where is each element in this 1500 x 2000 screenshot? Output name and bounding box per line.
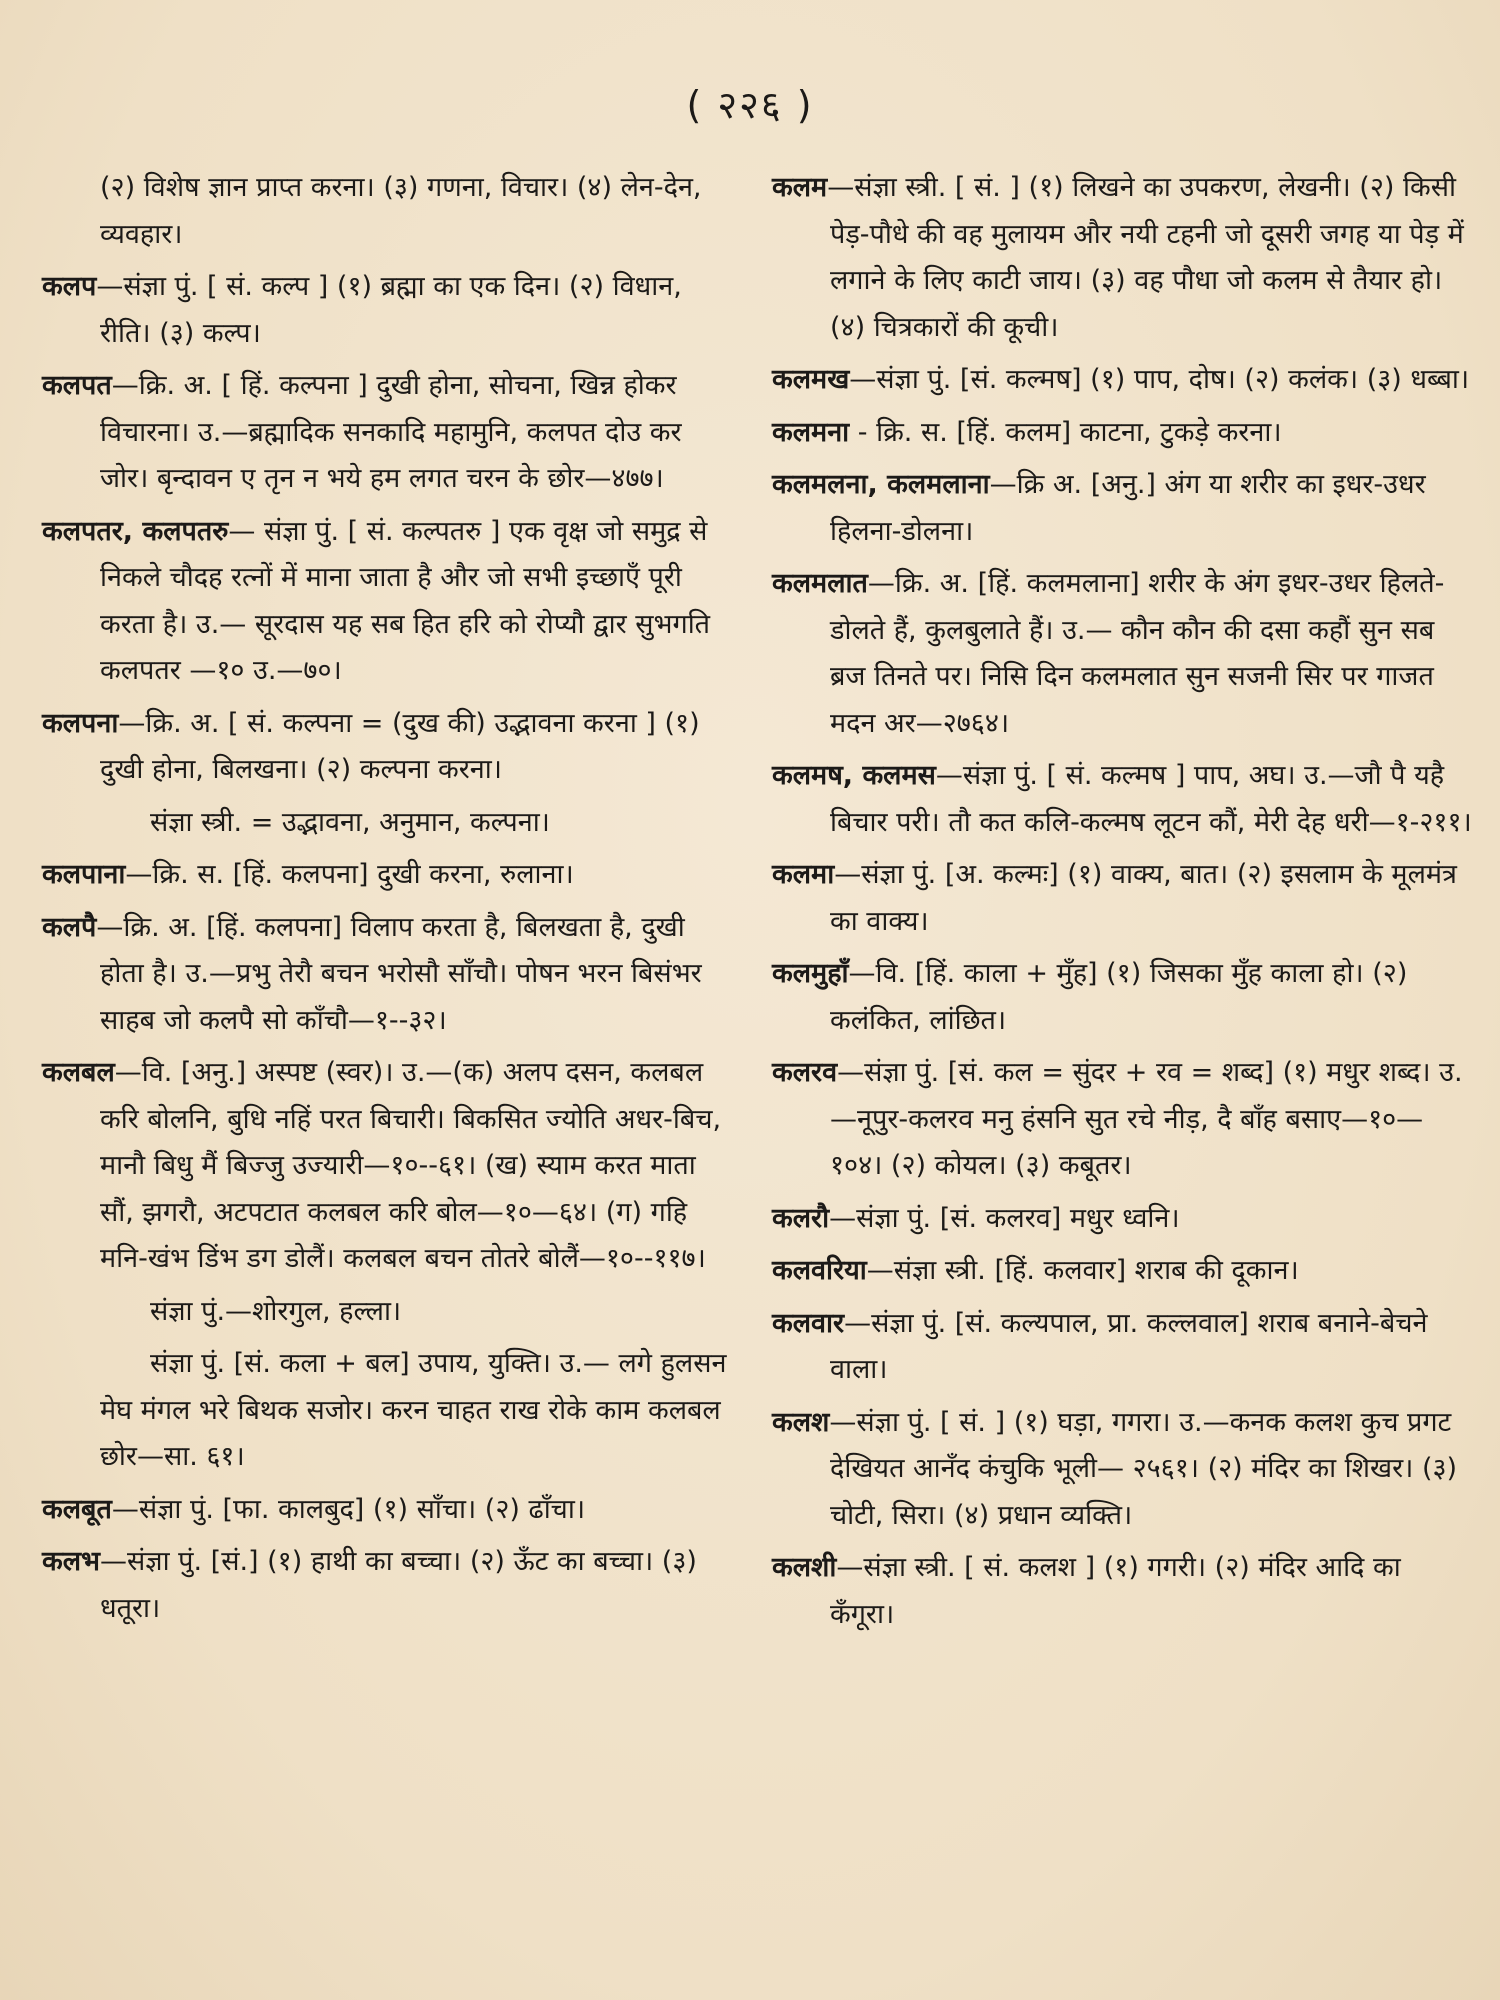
entry-headword: कलमष, कलमस (772, 760, 936, 791)
entry-definition: —संज्ञा स्त्री. [ सं. कलश ] (१) गगरी। (२) मंदिर आदि का कँगूरा। (830, 1552, 1401, 1630)
entry-definition: —क्रि. अ. [ सं. कल्पना = (दुख की) उद्भावना करना ] (१) दुखी होना, बिलखना। (२) कल्पना करना। (100, 707, 700, 785)
entry-headword: कलपत (42, 370, 112, 401)
continued-definition: (२) विशेष ज्ञान प्राप्त करना। (३) गणना, विचार। (४) लेन-देन, व्यवहार। (100, 172, 702, 250)
dictionary-entry (772, 852, 1472, 945)
dictionary-entry (42, 852, 732, 899)
entry-definition: —संज्ञा पुं. [अ. कल्मः] (१) वाक्य, बात। (२) इसलाम के मूलमंत्र का वाक्य। (830, 859, 1457, 937)
entry-definition: —संज्ञा स्त्री. [हिं. कलवार] शराब की दूकान। (866, 1255, 1299, 1286)
dictionary-entry (772, 1248, 1472, 1295)
sub-definition: संज्ञा स्त्री. = उद्भावना, अनुमान, कल्पना। (150, 806, 550, 838)
dictionary-entry (42, 1050, 732, 1283)
dictionary-entry (772, 462, 1472, 555)
entry-headword: कलमना (772, 416, 850, 448)
entry-headword: कलपना (42, 707, 119, 739)
entry-definition: —संज्ञा पुं. [सं. कल्मष] (१) पाप, दोष। (२) कलंक। (३) धब्बा। (849, 364, 1470, 395)
dictionary-entry (772, 1400, 1472, 1540)
dictionary-entry (772, 1196, 1472, 1243)
entry-headword: कलपाना (42, 859, 126, 890)
dictionary-entry (42, 264, 732, 357)
dictionary-entry (772, 410, 1472, 457)
entry-definition: - क्रि. स. [हिं. कलम] काटना, टुकड़े करना। (849, 416, 1282, 448)
left-column (42, 165, 732, 1638)
entry-headword: कलरौ (772, 1202, 830, 1234)
entry-definition: —वि. [अनु.] अस्पष्ट (स्वर)। उ.—(क) अलप दसन, कलबल करि बोलनि, बुधि नहिं परत बिचारी। बिकसित ज्योति अधर-बिच, मानौ बिधु मैं बिज्जु उज्यारी—१०--६१। (ख) स्याम करत माता सौं, झगरौ, अटपटात कलबल करि बोल—१०—६४। (ग) गहि मनि-खंभ डिंभ डग डोलैं। कलबल बचन तोतरे बोलैं—१०--११७। (100, 1057, 722, 1274)
dictionary-entry (772, 165, 1472, 351)
entry-headword: कलबल (42, 1057, 115, 1088)
dictionary-entry (772, 1545, 1472, 1638)
entry-definition: —क्रि. अ. [हिं. कलमलाना] शरीर के अंग इधर-उधर हिलते-डोलते हैं, कुलबुलाते हैं। उ.— कौन कौन की दसा कहौं सुन सब ब्रज तिनते पर। निसि दिन कलमलात सुन सजनी सिर पर गाजत मदन अर—२७६४। (830, 568, 1445, 739)
entry-headword: कलशी (772, 1552, 837, 1583)
dictionary-entry (772, 1050, 1472, 1190)
entry-definition: —संज्ञा पुं. [सं.] (१) हाथी का बच्चा। (२) ऊँट का बच्चा। (३) धतूरा। (100, 1546, 697, 1624)
entry-definition: —संज्ञा पुं. [सं. कलरव] मधुर ध्वनि। (829, 1202, 1180, 1234)
entry-headword: कलमलना, कलमलाना (772, 469, 990, 500)
entry-definition: —संज्ञा पुं. [ सं. कल्प ] (१) ब्रह्मा का एक दिन। (२) विधान, रीति। (३) कल्प। (96, 271, 682, 349)
entry-headword: कलमा (772, 859, 835, 890)
sub-definition: संज्ञा पुं. [सं. कला + बल] उपाय, युक्ति। उ.— लगे हुलसन मेघ मंगल भरे बिथक सजोर। करन चाहत राख रोके काम कलबल छोर—सा. ६१। (100, 1348, 727, 1472)
entry-definition: —क्रि. अ. [ हिं. कल्पना ] दुखी होना, सोचना, खिन्न होकर विचारना। उ.—ब्रह्मादिक सनकादि महामुनि, कलपत दोउ कर जोर। बृन्दावन ए तृन न भये हम लगत चरन के छोर—४७७। (100, 370, 682, 494)
entry-headword: कलप (42, 271, 97, 302)
dictionary-entry (772, 561, 1472, 747)
entry-headword: कलवरिया (772, 1255, 867, 1286)
entry-definition: —संज्ञा पुं. [ सं. ] (१) घड़ा, गगरा। उ.—कनक कलश कुच प्रगट देखियत आनँद कंचुकि भूली— २५६१। (२) मंदिर का शिखर। (३) चोटी, सिरा। (४) प्रधान व्यक्ति। (829, 1406, 1458, 1531)
entry-definition: —संज्ञा पुं. [सं. कल = सुंदर + रव = शब्द] (१) मधुर शब्द। उ.—नूपुर-कलरव मनु हंसनि सुत रचे नीड़, दै बाँह बसाए—१०—१०४। (२) कोयल। (३) कबूतर। (830, 1057, 1463, 1181)
entry-headword: कलवार (772, 1307, 845, 1339)
entry-definition: —क्रि. स. [हिं. कलपना] दुखी करना, रुलाना। (125, 859, 574, 890)
page-number: ( २२६ ) (686, 83, 814, 127)
entry-headword: कलबूत (42, 1493, 112, 1525)
entry-headword: कलमख (772, 364, 850, 395)
dictionary-entry (42, 363, 732, 503)
entry-headword: कलरव (772, 1057, 838, 1088)
dictionary-entry (42, 905, 732, 1045)
sub-definition: संज्ञा पुं.—शोरगुल, हल्ला। (150, 1295, 402, 1327)
dictionary-entry (772, 1301, 1472, 1394)
entry-headword: कलपतर, कलपतरु (42, 515, 229, 547)
entry-headword: कलपै (42, 911, 97, 943)
entry-headword: कलभ (42, 1546, 101, 1577)
dictionary-entry (42, 509, 732, 695)
entry-definition: —संज्ञा पुं. [ सं. कल्मष ] पाप, अघ। उ.—जौ पै यहै बिचार परी। तौ कत कलि-कल्मष लूटन कौं, मेरी देह धरी—१-२११। (830, 760, 1472, 838)
dictionary-entry (772, 951, 1472, 1044)
dictionary-entry (772, 753, 1472, 846)
right-column (772, 165, 1472, 1644)
entry-definition: —संज्ञा पुं. [फा. कालबुद] (१) साँचा। (२) ढाँचा। (111, 1493, 586, 1525)
entry-definition: —क्रि अ. [अनु.] अंग या शरीर का इधर-उधर हिलना-डोलना। (830, 469, 1426, 547)
entry-definition: —वि. [हिं. काला + मुँह] (१) जिसका मुँह काला हो। (२) कलंकित, लांछित। (830, 958, 1408, 1036)
entry-headword: कलश (772, 1406, 830, 1438)
entry-gap (772, 1638, 1472, 1644)
entry-definition: —संज्ञा स्त्री. [ सं. ] (१) लिखने का उपकरण, लेखनी। (२) किसी पेड़-पौधे की वह मुलायम और नयी टहनी जो दूसरी जगह या पेड़ में लगाने के लिए काटी जाय। (३) वह पौधा जो कलम से तैयार हो। (४) चित्रकारों की कूची। (827, 172, 1464, 343)
entry-definition: — संज्ञा पुं. [ सं. कल्पतरु ] एक वृक्ष जो समुद्र से निकले चौदह रत्नों में माना जाता है और जो सभी इच्छाएँ पूरी करता है। उ.— सूरदास यह सब हित हरि को रोप्यौ द्वार सुभगति कलपतर —१० उ.—७०। (100, 515, 711, 686)
entry-headword: कलमलात (772, 568, 868, 599)
dictionary-entry (42, 701, 732, 794)
entry-definition: —संज्ञा पुं. [सं. कल्यपाल, प्रा. कल्लवाल] शराब बनाने-बेचने वाला। (830, 1307, 1428, 1385)
dictionary-entry (42, 1539, 732, 1632)
dictionary-entry (772, 357, 1472, 404)
entry-gap (42, 1632, 732, 1638)
dictionary-entry (42, 1487, 732, 1534)
entry-headword: कलम (772, 172, 828, 203)
entry-headword: कलमुहाँ (772, 958, 849, 989)
entry-definition: —क्रि. अ. [हिं. कलपना] विलाप करता है, बिलखता है, दुखी होता है। उ.—प्रभु तेरौ बचन भरोसौ साँचौ। पोषन भरन बिसंभर साहब जो कलपै सो काँचौ—१--३२। (96, 911, 702, 1036)
